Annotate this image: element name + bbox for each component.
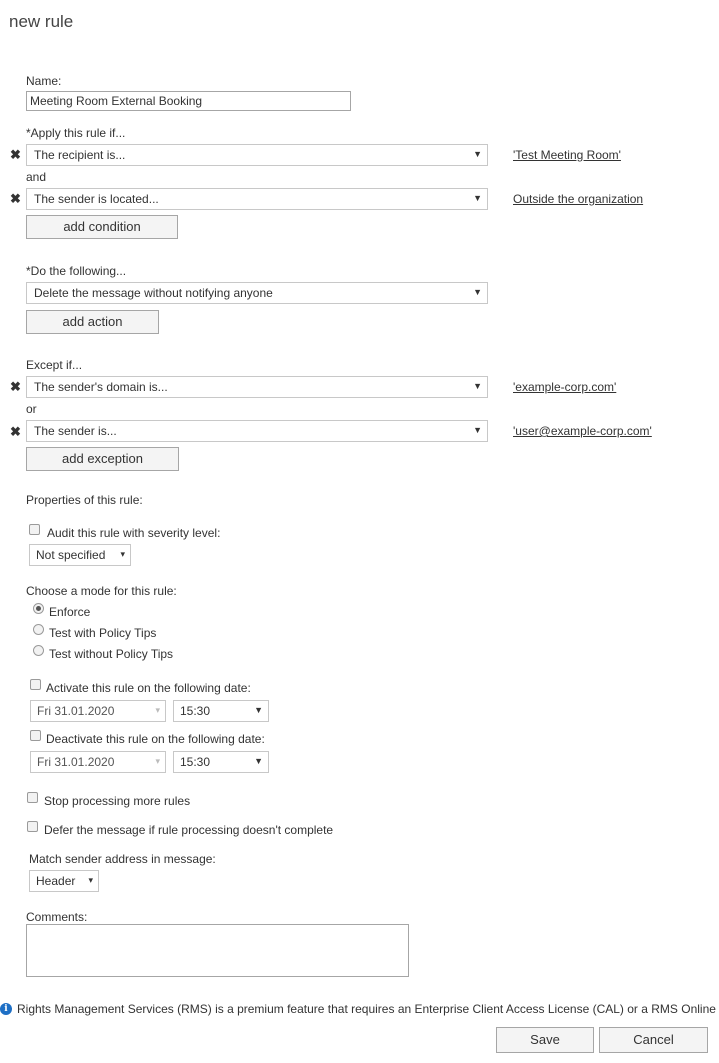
chevron-down-icon: ▼ [473, 425, 482, 435]
exception-1-value: The sender's domain is... [34, 380, 168, 394]
add-action-button[interactable]: add action [26, 310, 159, 334]
mode-enforce-radio[interactable] [33, 603, 44, 614]
info-icon: i [0, 1003, 12, 1015]
stop-processing-label: Stop processing more rules [44, 794, 191, 808]
exception-1-link[interactable]: 'example-corp.com' [513, 380, 617, 394]
chevron-down-icon: ▼ [254, 756, 263, 766]
add-condition-button[interactable]: add condition [26, 215, 178, 239]
exception-2-value: The sender is... [34, 424, 117, 438]
audit-label: Audit this rule with severity level: [47, 526, 221, 540]
page-title: new rule [9, 12, 74, 31]
remove-exception-1-icon[interactable]: ✖ [10, 379, 21, 394]
deactivate-time-select[interactable] [173, 751, 269, 773]
actions-label: *Do the following... [26, 264, 127, 278]
condition-1-select[interactable] [26, 144, 488, 166]
defer-checkbox[interactable] [27, 821, 38, 832]
activate-date-select[interactable] [30, 700, 166, 722]
comments-label: Comments: [26, 910, 88, 924]
chevron-down-icon: ▾ [120, 549, 125, 559]
deactivate-time-value: 15:30 [180, 755, 211, 769]
deactivate-date-select[interactable] [30, 751, 166, 773]
mode-test-no-tips-radio[interactable] [33, 645, 44, 656]
exception-1-select[interactable] [26, 376, 488, 398]
action-select[interactable] [26, 282, 488, 304]
remove-condition-1-icon[interactable]: ✖ [10, 147, 21, 162]
properties-label: Properties of this rule: [26, 493, 143, 507]
name-label: Name: [26, 74, 62, 88]
chevron-down-icon: ▾ [155, 705, 160, 715]
save-button[interactable]: Save [496, 1027, 594, 1053]
comments-textarea[interactable] [26, 924, 409, 977]
condition-2-select[interactable] [26, 188, 488, 210]
exception-2-select[interactable] [26, 420, 488, 442]
chevron-down-icon: ▼ [473, 193, 482, 203]
activate-time-select[interactable] [173, 700, 269, 722]
activate-date-value: Fri 31.01.2020 [37, 704, 115, 718]
exceptions-joiner: or [26, 402, 37, 416]
condition-2-link[interactable]: Outside the organization [513, 192, 644, 206]
mode-test-no-tips-label: Test without Policy Tips [49, 647, 174, 661]
chevron-down-icon: ▼ [473, 149, 482, 159]
remove-condition-2-icon[interactable]: ✖ [10, 191, 21, 206]
severity-value: Not specified [36, 548, 106, 562]
cancel-button[interactable]: Cancel [599, 1027, 708, 1053]
chevron-down-icon: ▼ [473, 381, 482, 391]
defer-label: Defer the message if rule processing doesn't complete [44, 823, 334, 837]
chevron-down-icon: ▼ [473, 287, 482, 297]
activate-time-value: 15:30 [180, 704, 211, 718]
activate-checkbox[interactable] [30, 679, 41, 690]
condition-1-link[interactable]: 'Test Meeting Room' [513, 148, 621, 162]
exception-2-link[interactable]: 'user@example-corp.com' [513, 424, 652, 438]
chevron-down-icon: ▼ [254, 705, 263, 715]
action-value: Delete the message without notifying anyone [34, 286, 273, 300]
chevron-down-icon: ▾ [88, 875, 93, 885]
remove-exception-2-icon[interactable]: ✖ [10, 424, 21, 439]
mode-test-tips-label: Test with Policy Tips [49, 626, 157, 640]
severity-select[interactable] [29, 544, 131, 566]
activate-label: Activate this rule on the following date: [46, 681, 251, 695]
mode-test-tips-radio[interactable] [33, 624, 44, 635]
mode-label: Choose a mode for this rule: [26, 584, 177, 598]
mode-enforce-label: Enforce [49, 605, 91, 619]
chevron-down-icon: ▾ [155, 756, 160, 766]
conditions-label: *Apply this rule if... [26, 126, 126, 140]
rms-notice: Rights Management Services (RMS) is a premium feature that requires an Enterprise Client Access License (CAL) or a RMS Online [17, 1002, 716, 1016]
name-input[interactable]: Meeting Room External Booking [26, 91, 351, 111]
condition-2-value: The sender is located... [34, 192, 159, 206]
add-exception-button[interactable]: add exception [26, 447, 179, 471]
match-sender-select[interactable] [29, 870, 99, 892]
deactivate-date-value: Fri 31.01.2020 [37, 755, 115, 769]
deactivate-checkbox[interactable] [30, 730, 41, 741]
audit-checkbox[interactable] [29, 524, 40, 535]
exceptions-label: Except if... [26, 358, 83, 372]
stop-processing-checkbox[interactable] [27, 792, 38, 803]
condition-1-value: The recipient is... [34, 148, 126, 162]
deactivate-label: Deactivate this rule on the following date: [46, 732, 265, 746]
conditions-joiner: and [26, 170, 47, 184]
match-sender-value: Header [36, 874, 76, 888]
match-sender-label: Match sender address in message: [29, 852, 216, 866]
